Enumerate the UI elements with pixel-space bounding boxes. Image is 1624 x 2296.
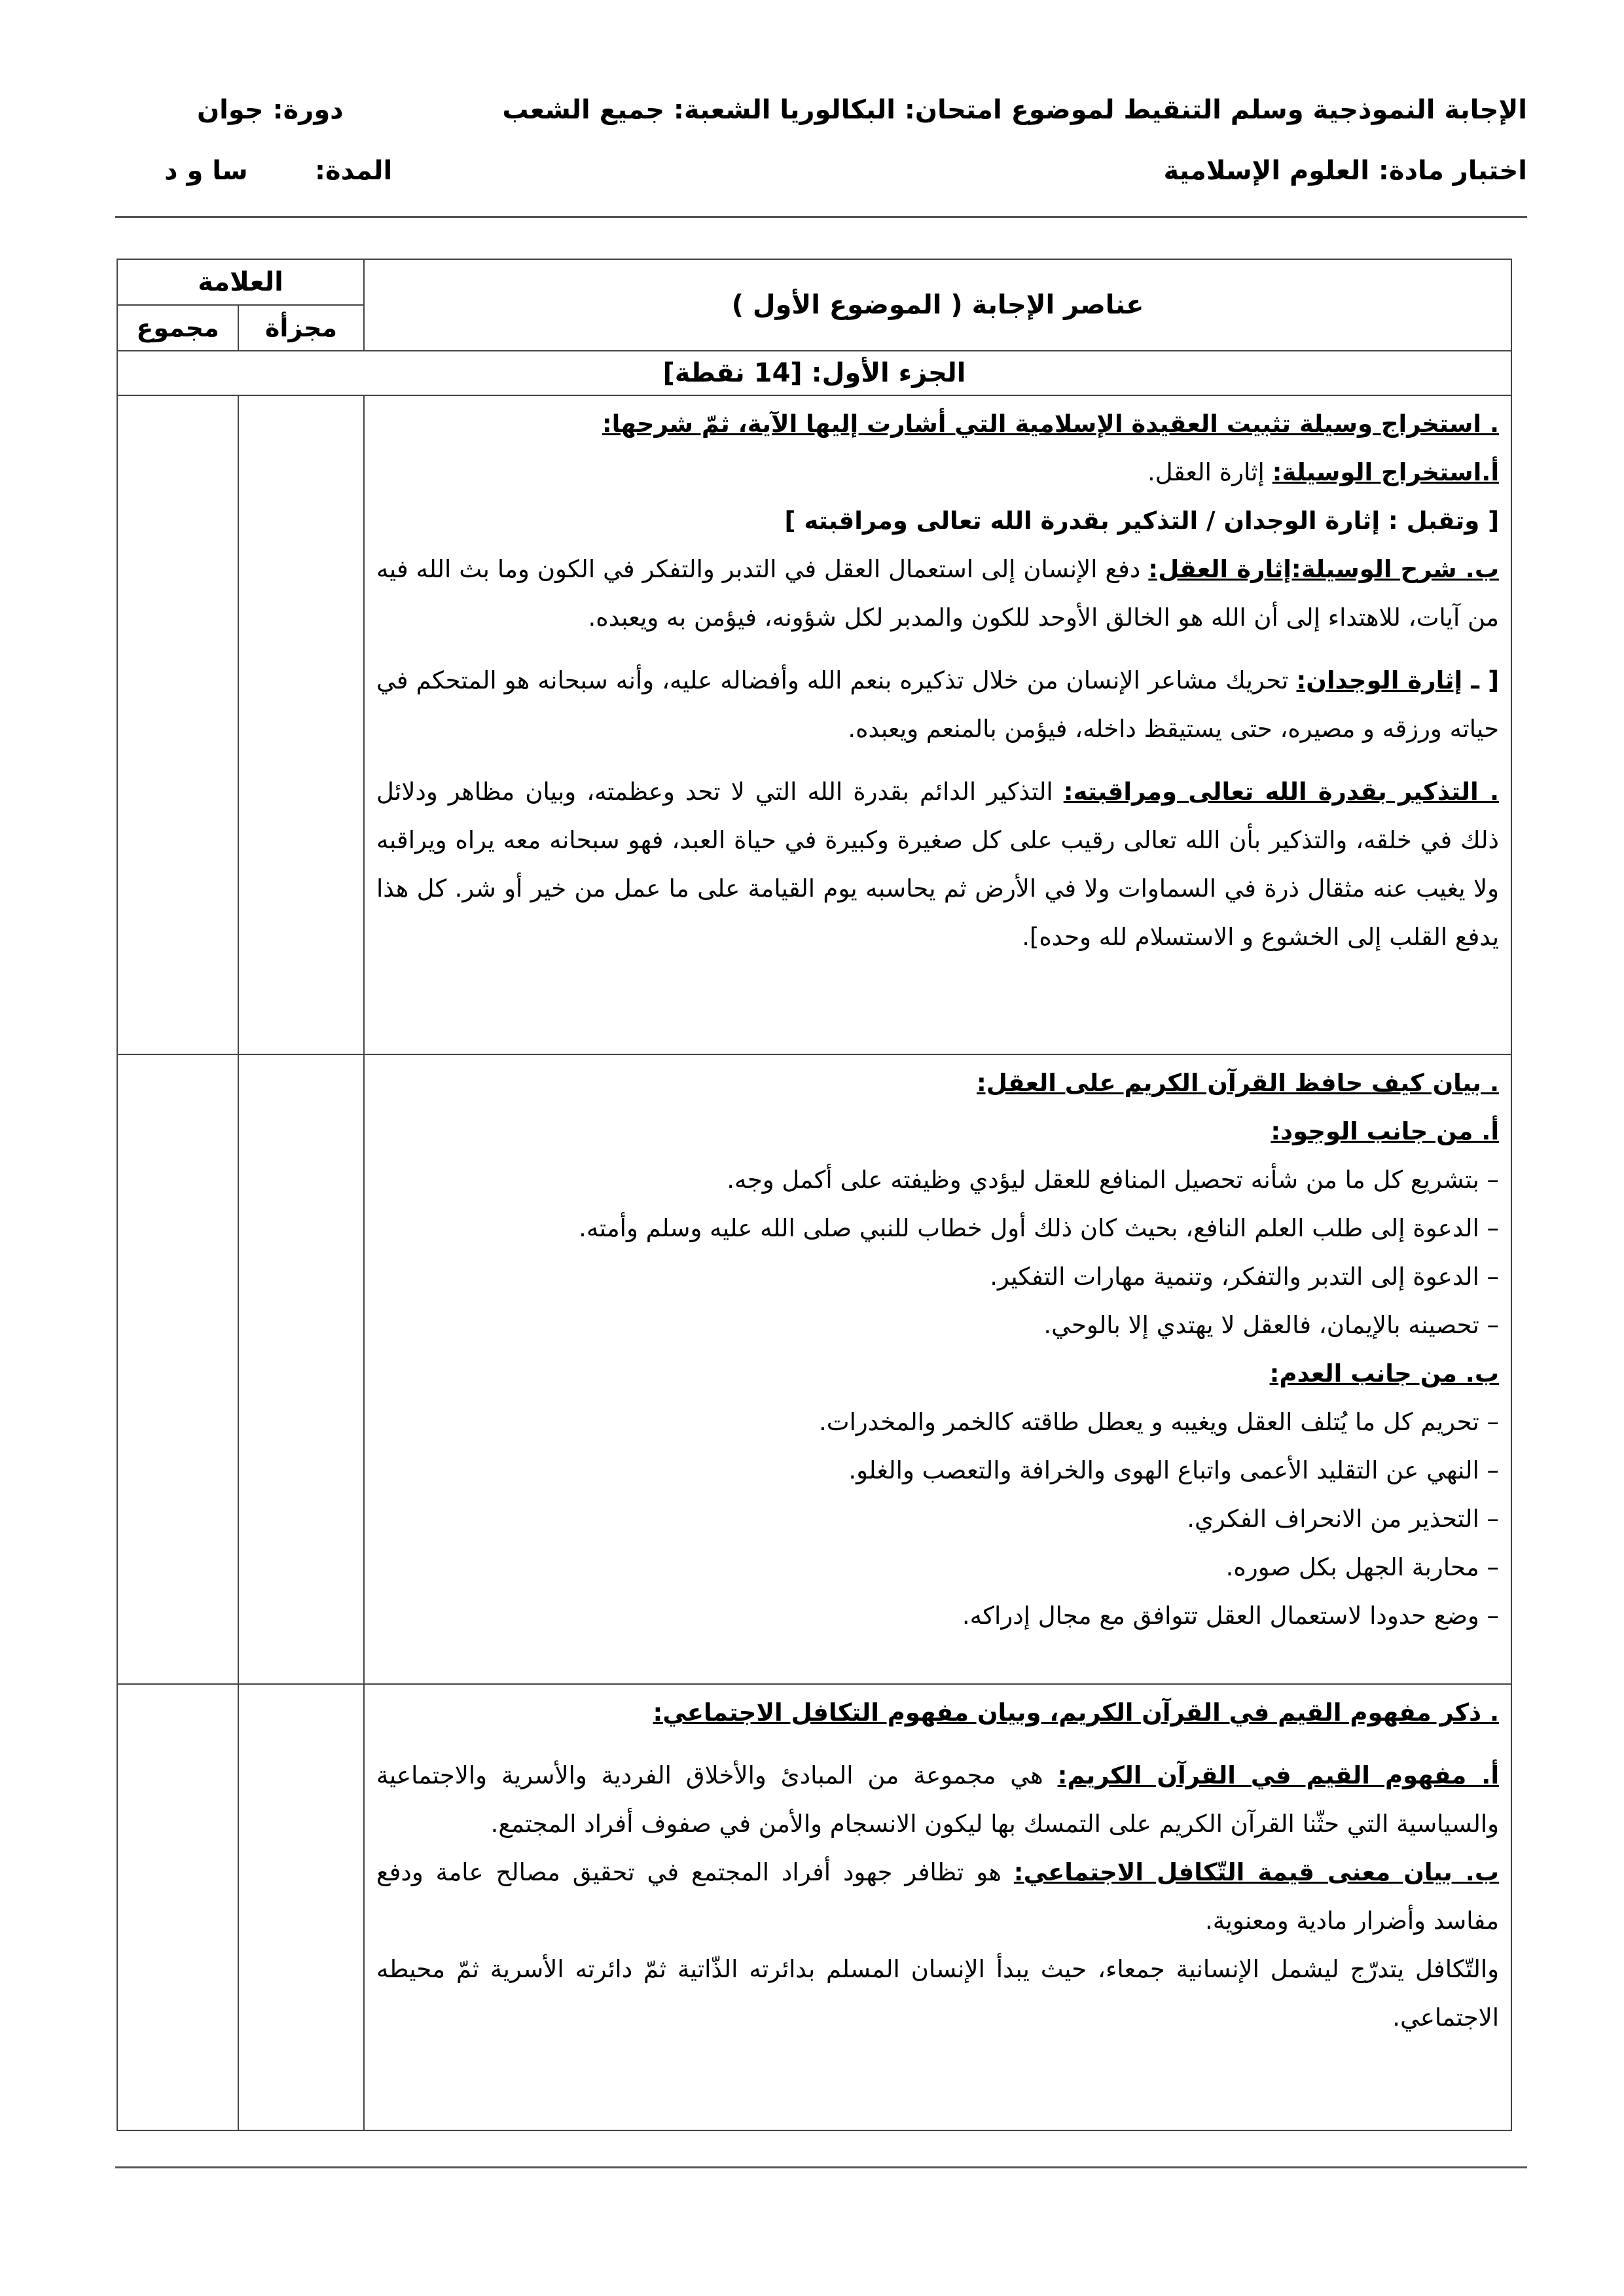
q1-d-text: التذكير الدائم بقدرة الله التي لا تحد وعظمته، وبيان مظاهر ودلائل ذلك في خلقه، والتذكير بأن الله تعالى رقيب على كل صغيرة وكبيرة في حياة العبد، فهو سبحانه معه يراه ويراقبه ولا يغيب عنه مثقال ذرة في السماوات ولا في الأرض ثم يحاسبه يوم القيامة على ما عمل من خير أو شر. كل هذا يدفع القلب إلى الخشوع و الاستسلام لله وحده]. bbox=[376, 778, 1500, 951]
q2-a-label: أ. من جانب الوجود: bbox=[1271, 1117, 1500, 1145]
q1-b-label: ب. شرح الوسيلة:إثارة العقل: bbox=[1148, 555, 1500, 583]
exam-title: الإجابة النموذجية وسلم التنقيط لموضوع امتحان: البكالوريا الشعبة: جميع الشعب bbox=[502, 95, 1527, 125]
partial-mark-header: مجزأة bbox=[238, 305, 364, 351]
q1-accepted-alternatives: [ وتقبل : إثارة الوجدان / التذكير بقدرة الله تعالى ومراقبته ] bbox=[784, 507, 1500, 535]
answer-row-3 bbox=[117, 1684, 1511, 2130]
q1-a-text: إثارة العقل. bbox=[1147, 458, 1272, 486]
answer-row-2 bbox=[117, 1054, 1511, 1684]
q1-c-prefix: [ ـ bbox=[1462, 666, 1499, 694]
q3-a-text: هي مجموعة من المبادئ والأخلاق الفردية والأسرية والاجتماعية والسياسية التي حثّنا القرآن الكريم على التمسك بها ليكون الانسجام والأمن في صفوف أفراد المجتمع. bbox=[376, 1761, 1500, 1838]
footer-divider bbox=[115, 2166, 1527, 2168]
exam-subject: اختبار مادة: العلوم الإسلامية bbox=[1163, 156, 1527, 186]
answer-cell-1 bbox=[364, 395, 1511, 1054]
answer-cell-2 bbox=[364, 1054, 1511, 1684]
question-3-title: . ذكر مفهوم القيم في القرآن الكريم، وبيان مفهوم التكافل الاجتماعي: bbox=[653, 1698, 1500, 1727]
q3-c-text: والتّكافل يتدرّج ليشمل الإنسانية جمعاء، حيث يبدأ الإنسان المسلم بدائرته الذّاتية ثمّ دائرته الأسرية ثمّ محيطه الاجتماعي. bbox=[376, 1955, 1500, 2032]
total-mark-header: مجموع bbox=[117, 305, 238, 351]
part-one-title: الجزء الأول: [14 نقطة] bbox=[117, 351, 1511, 395]
list-item: – التحذير من الانحراف الفكري. bbox=[376, 1495, 1499, 1543]
list-item: – بتشريع كل ما من شأنه تحصيل المنافع للعقل ليؤدي وظيفته على أكمل وجه. bbox=[376, 1156, 1499, 1204]
duration-value: سا و د bbox=[164, 156, 248, 186]
list-item: – النهي عن التقليد الأعمى واتباع الهوى والخرافة والتعصب والغلو. bbox=[376, 1446, 1499, 1495]
exam-header-line-1 bbox=[115, 95, 1527, 141]
answer-elements-header: عناصر الإجابة ( الموضوع الأول ) bbox=[364, 259, 1511, 351]
q1-c-text: تحريك مشاعر الإنسان من خلال تذكيره بنعم الله وأفضاله عليه، وأنه سبحانه هو المتحكم في حياته ورزقه و مصيره، حتى يستيقظ داخله، فيؤمن بالمنعم ويعبده. bbox=[376, 666, 1500, 743]
question-2-title: . بيان كيف حافظ القرآن الكريم على العقل: bbox=[977, 1069, 1500, 1097]
answer-row-1 bbox=[117, 395, 1511, 1054]
list-item: – تحريم كل ما يُتلف العقل ويغيبه و يعطل طاقته كالخمر والمخدرات. bbox=[376, 1398, 1499, 1446]
header-divider bbox=[115, 216, 1527, 218]
total-mark-cell-1 bbox=[117, 395, 238, 1054]
list-item: – وضع حدودا لاستعمال العقل تتوافق مع مجال إدراكه. bbox=[376, 1592, 1499, 1640]
answer-table bbox=[117, 259, 1512, 2131]
q1-d-label: . التذكير بقدرة الله تعالى ومراقبته: bbox=[1063, 778, 1499, 806]
q3-a-label: أ. مفهوم القيم في القرآن الكريم: bbox=[1057, 1761, 1500, 1789]
q1-a-label: أ.استخراج الوسيلة: bbox=[1272, 458, 1500, 486]
q3-b-label: ب. بيان معنى قيمة التّكافل الاجتماعي: bbox=[1013, 1858, 1499, 1886]
answer-cell-3 bbox=[364, 1684, 1511, 2130]
q1-c-label: إثارة الوجدان: bbox=[1296, 666, 1463, 694]
partial-mark-cell-3 bbox=[238, 1684, 364, 2130]
list-item: – الدعوة إلى طلب العلم النافع، بحيث كان ذلك أول خطاب للنبي صلى الله عليه وسلم وأمته. bbox=[376, 1204, 1499, 1253]
exam-session: دورة: جوان bbox=[197, 95, 344, 125]
q2-b-label: ب. من جانب العدم: bbox=[1269, 1359, 1500, 1388]
q3-b-text: هو تظافر جهود أفراد المجتمع في تحقيق مصالح عامة ودفع مفاسد وأضرار مادية ومعنوية. bbox=[376, 1858, 1500, 1935]
partial-mark-cell-1 bbox=[238, 395, 364, 1054]
list-item: – تحصينه بالإيمان، فالعقل لا يهتدي إلا بالوحي. bbox=[376, 1301, 1499, 1350]
list-item: – محاربة الجهل بكل صوره. bbox=[376, 1543, 1499, 1592]
total-mark-cell-3 bbox=[117, 1684, 238, 2130]
duration-label: المدة: bbox=[315, 156, 393, 186]
mark-header: العلامة bbox=[117, 259, 364, 305]
q1-b-text: دفع الإنسان إلى استعمال العقل في التدبر والتفكر في الكون وما بث الله فيه من آيات، للاهتداء إلى أن الله هو الخالق الأوحد للكون والمدبر لكل شؤونه، فيؤمن به ويعبده. bbox=[376, 555, 1500, 632]
list-item: – الدعوة إلى التدبر والتفكر، وتنمية مهارات التفكير. bbox=[376, 1253, 1499, 1301]
question-1-title: . استخراج وسيلة تثبيت العقيدة الإسلامية التي أشارت إليها الآية، ثمّ شرحها: bbox=[602, 410, 1500, 438]
total-mark-cell-2 bbox=[117, 1054, 238, 1684]
exam-header-line-2 bbox=[115, 156, 1527, 202]
partial-mark-cell-2 bbox=[238, 1054, 364, 1684]
